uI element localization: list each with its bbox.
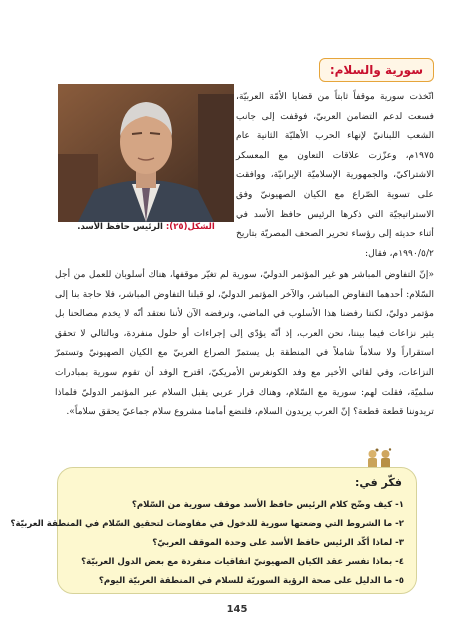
figure-caption (58, 222, 234, 232)
quote-paragraph: «إنّ التفاوض المباشر هو غير المؤتمر الدوليّ، سورية لم تغيّر موقفها، هناك أسلوبان للعمل من أجل السّلام: أحدهما التفاوض المباشر، والآخر المؤتمر الدوليّ، لو قبلنا التفاوض المباشر، فلا حاجة بنا إلى مؤتمر دوليّ، لكننا رفضنا هذا الأسلوب في الماضي، ونرفضه الآن لأننا نعتقد أنّه لا يخدم مصالحنا بل يثير نزاعات فيما بيننا، نحن العرب، إذ أنّه يؤدّي إلى إجراءات أو حلول منفردة، وبالتالي لا تحقق استقراراً ولا سلاماً شاملاً في المنطقة بل يستمرّ الصراع العربيّ مع الكيان الصهيونيّ وتستمرّ النزاعات، وفي لقائي الأخير مع وفد الكونغرس الأمريكيّ، اقترح الوفد أن تقوم سورية بمبادرات سلميّة، فقلت لهم: سورية مع السّلام، وهناك قرار عربي يقبل السلام عبر المؤتمر الدوليّ فلماذا تريدوننا قطعة قطعة؟ إنّ العرب يريدون السلام، فلنضع أمامنا مشروع سلام جماعيّ يحقق سلاماً». (55, 269, 434, 418)
question-item: ٣- لماذا أكّد الرئيس حافظ الأسد على وحدة الموقف العربيّ؟ (152, 538, 404, 548)
question-item: ٥- ما الدليل على صحة الرؤية السوريّة للسلام في المنطقة العربيّة اليوم؟ (98, 576, 404, 586)
figure-caption-text: الرئيس حافظ الأسد. (77, 222, 163, 232)
figure-number: الشكل(٢٥): (165, 222, 215, 232)
think-box-title: فكّر في: (354, 476, 402, 489)
page-number: 145 (226, 604, 248, 615)
question-list (10, 496, 404, 591)
intro-paragraph: اتّخذت سورية موقفاً ثابتاً من قضايا الأمّة العربيّة، فسعت لدعم التضامن العربيّ، فوقفت إلى جانب الشعب اللبنانيّ لإنهاء الحرب الأهليّة الثانية عام ١٩٧٥م، وعزّزت علاقات التعاون مع المعسكر الاشتراكيّ، والجمهورية الإسلاميّة الإيرانيّة، ووافقت على تسوية الصّراع مع الكيان الصهيونيّ وفق الاستراتيجيّة التي ذكرها الرئيس حافظ الأسد في أثناء حديثه إلى رؤساء تحرير الصحف المصريّة بتاريخ ١٩٩٠/٥/٢م، فقال: (236, 91, 434, 259)
think-about-box (10, 467, 417, 594)
question-item: ٤- بماذا تفسر عقد الكيان الصهيونيّ اتفاقيات منفردة مع بعض الدول العربيّة؟ (81, 557, 404, 567)
portrait-illustration (58, 84, 234, 222)
question-item: ٢- ما الشروط التي وضعتها سورية للدخول في مفاوضات لتحقيق السّلام في المنطقة العربيّة؟ (10, 519, 404, 529)
portrait-photo (58, 84, 234, 222)
section-heading: سورية والسلام: (319, 58, 434, 82)
question-item: ١- كيف وضّح كلام الرئيس حافظ الأسد موقف سورية من السّلام؟ (131, 500, 404, 510)
